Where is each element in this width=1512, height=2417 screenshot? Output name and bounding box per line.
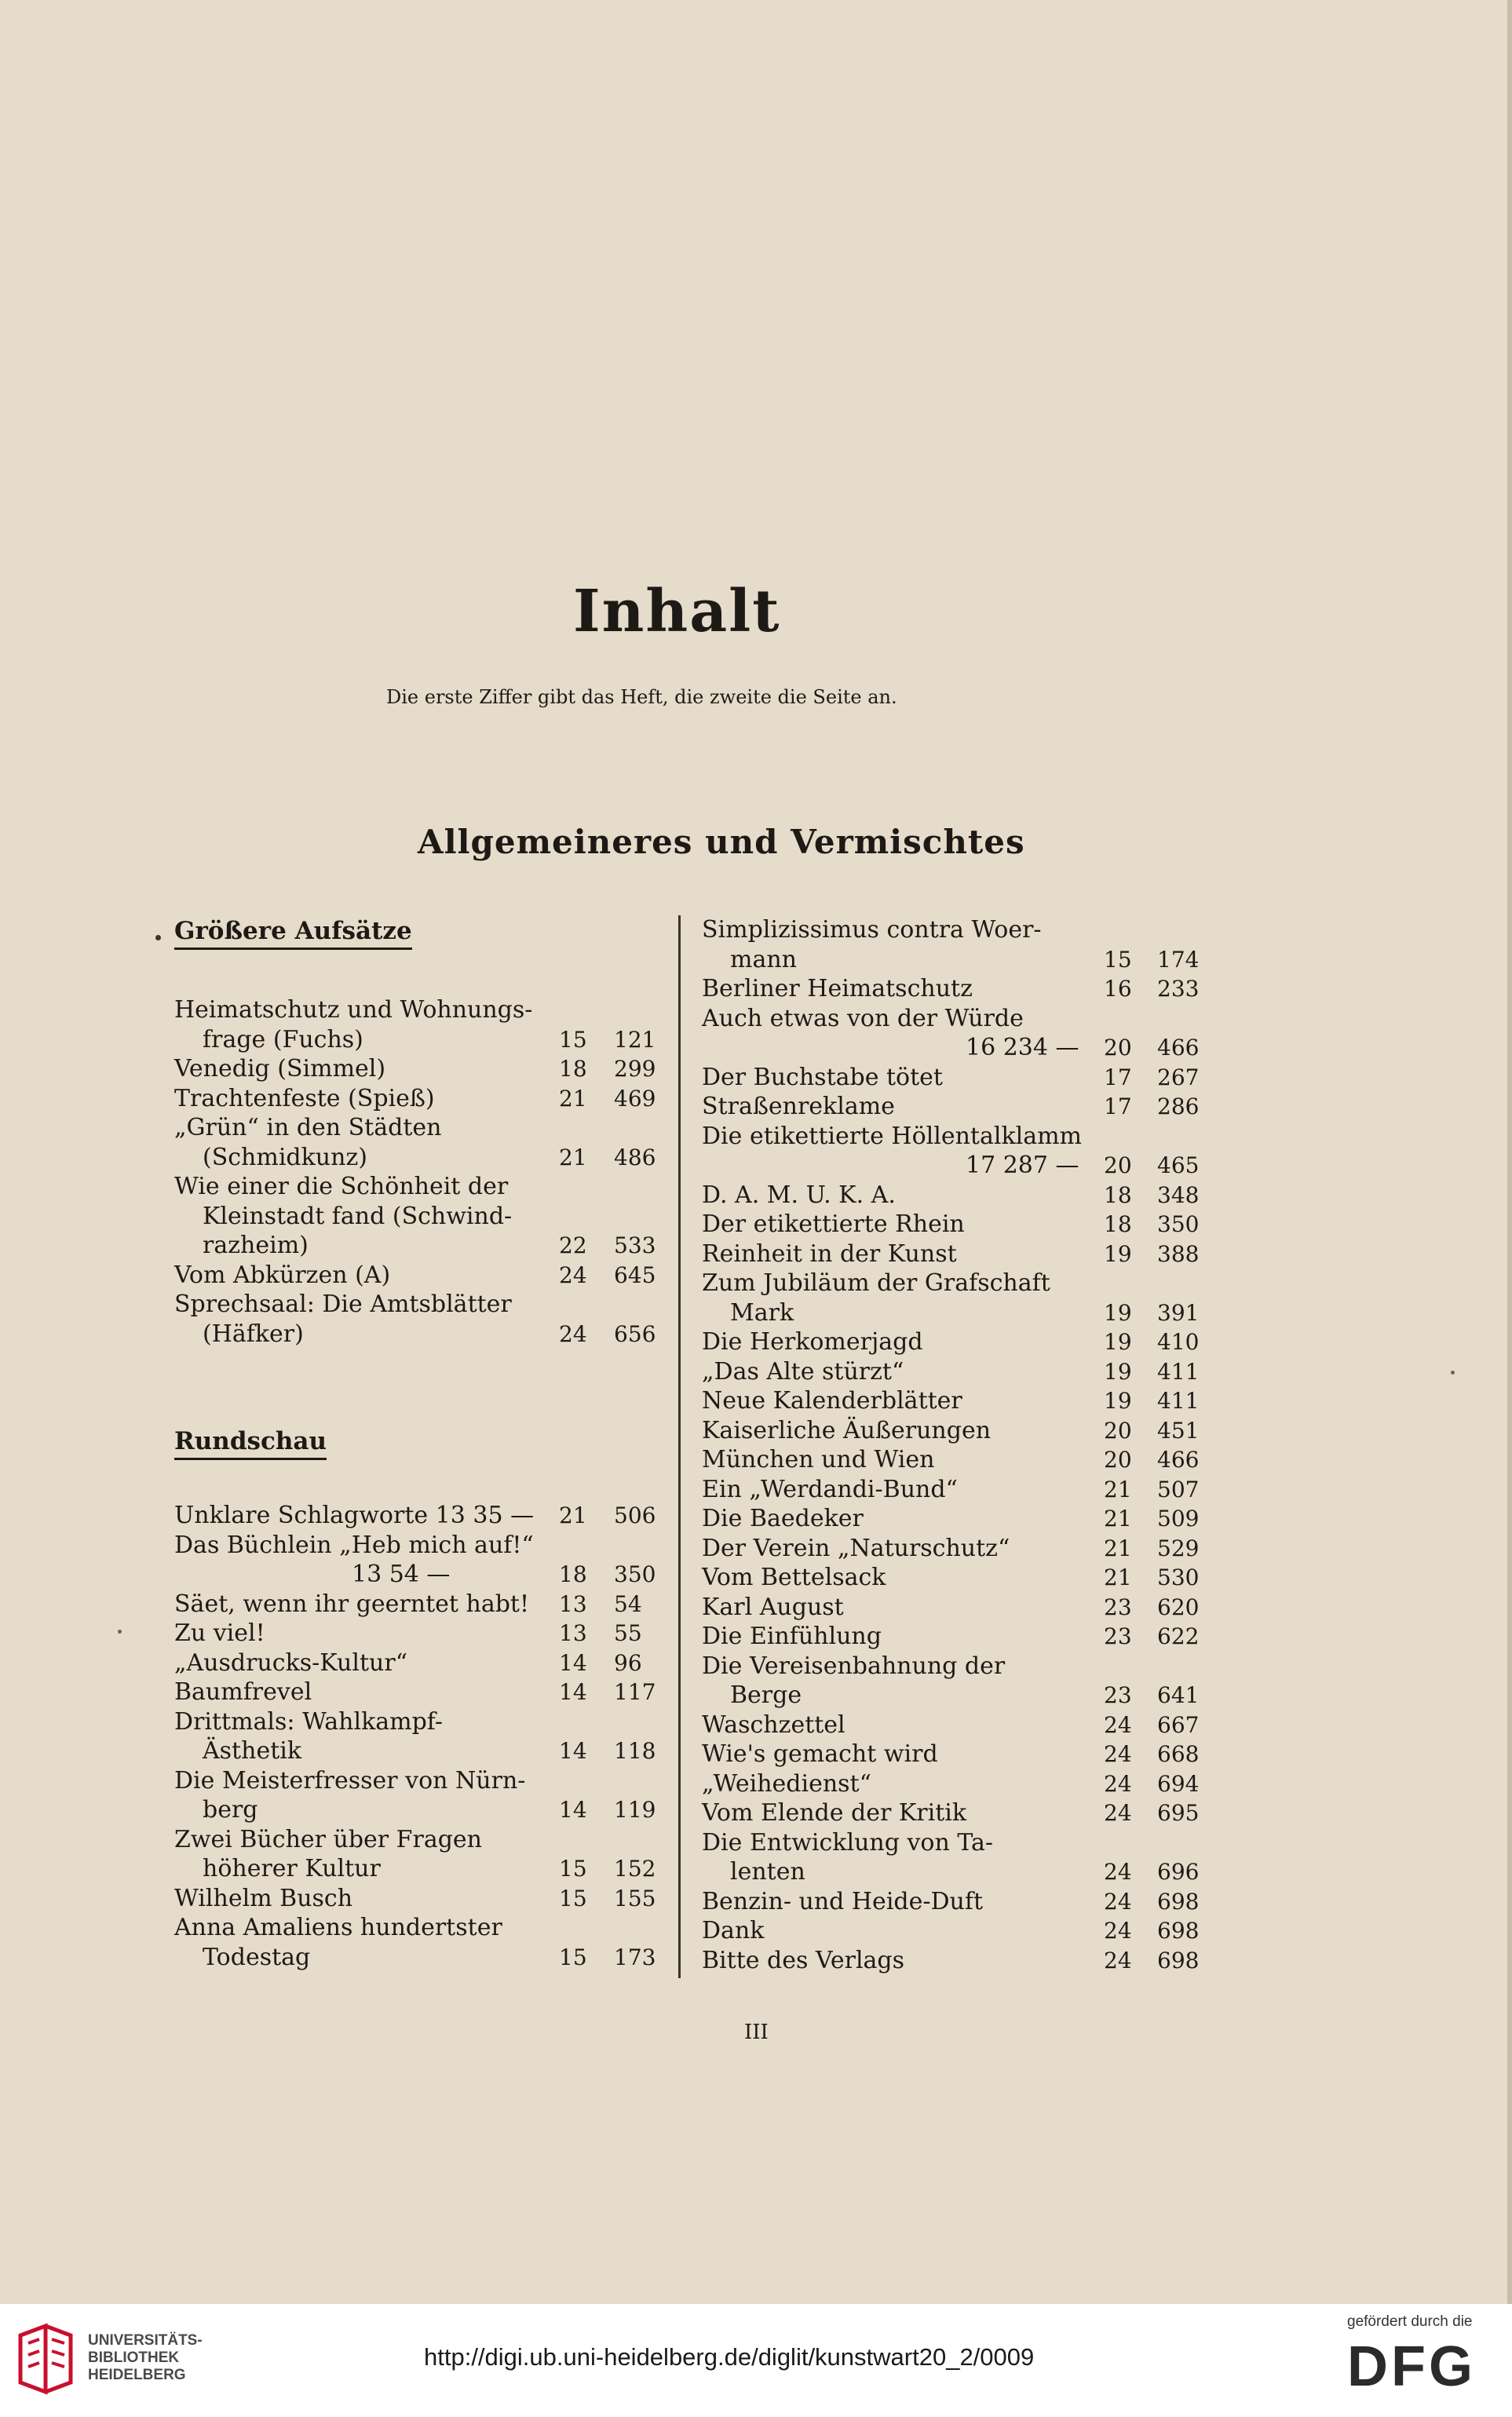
subtitle-note: Die erste Ziffer gibt das Heft, die zweite die Seite an.	[386, 686, 897, 708]
index-entry	[174, 1320, 669, 1349]
issue-number: 24	[1104, 1770, 1132, 1797]
issue-number: 15	[1104, 946, 1132, 973]
issue-number: 14	[559, 1738, 587, 1764]
entry-title: Benzin- und Heide-Duft	[702, 1887, 984, 1915]
page-ref: 469	[614, 1085, 656, 1112]
index-entry	[702, 1652, 1220, 1681]
issue-number: 20	[1104, 1152, 1132, 1178]
index-entry	[174, 1143, 669, 1173]
entry-title: frage (Fuchs)	[203, 1025, 363, 1053]
entry-title: Der Verein „Naturschutz“	[702, 1534, 1010, 1562]
entry-title: Die Baedeker	[702, 1505, 864, 1532]
index-entry	[702, 1946, 1220, 1976]
index-entry	[702, 974, 1220, 1004]
issue-number: 21	[559, 1085, 587, 1112]
issue-number: 19	[1104, 1329, 1132, 1355]
index-entry	[702, 1386, 1220, 1416]
issue-number: 17	[1104, 1064, 1132, 1090]
issue-number: 18	[1104, 1211, 1132, 1237]
entry-title: Berge	[730, 1681, 802, 1709]
page-title: Inhalt	[573, 578, 781, 645]
page-ref: 267	[1157, 1064, 1200, 1090]
entry-title: Straßenreklame	[702, 1093, 895, 1120]
index-entry	[174, 1054, 669, 1084]
index-entry	[174, 1678, 669, 1707]
entry-title: (Häfker)	[203, 1320, 304, 1348]
entry-title: Karl August	[702, 1593, 844, 1621]
issue-number: 24	[559, 1320, 587, 1347]
issue-number: 21	[1104, 1535, 1132, 1561]
index-entry	[174, 1943, 669, 1973]
entry-title: Der Buchstabe tötet	[702, 1063, 943, 1091]
page-ref: 410	[1157, 1329, 1200, 1355]
index-entry	[174, 1084, 669, 1114]
page-ref: 54	[614, 1590, 642, 1617]
issue-number: 13	[559, 1620, 587, 1646]
page-ref: 486	[614, 1144, 656, 1170]
page-ref: 174	[1157, 946, 1200, 973]
entry-title: München und Wien	[702, 1446, 935, 1473]
issue-number: 24	[559, 1261, 587, 1288]
page-ref: 698	[1157, 1947, 1200, 1973]
page-ref: 233	[1157, 976, 1200, 1002]
page-ref: 620	[1157, 1594, 1200, 1620]
page-ref: 348	[1157, 1181, 1200, 1208]
entry-title: Vom Bettelsack	[702, 1564, 886, 1591]
issue-number: 23	[1104, 1682, 1132, 1708]
page-ref: 667	[1157, 1711, 1200, 1738]
index-entry	[174, 1590, 669, 1619]
entry-title: Zwei Bücher über Fragen	[174, 1825, 483, 1853]
issue-number: 22	[559, 1232, 587, 1258]
index-entry	[174, 1172, 669, 1202]
entry-title: „Grün“ in den Städten	[174, 1114, 442, 1141]
issue-number: 20	[1104, 1035, 1132, 1061]
issue-number: 19	[1104, 1358, 1132, 1385]
entry-title: Auch etwas von der Würde	[702, 1004, 1024, 1032]
page-ref: 350	[614, 1561, 656, 1587]
index-entry	[702, 1504, 1220, 1534]
index-entry	[702, 1887, 1220, 1917]
library-name: UNIVERSITÄTS- BIBLIOTHEK HEIDELBERG	[88, 2332, 203, 2383]
page-ref: 698	[1157, 1918, 1200, 1944]
page-ref: 641	[1157, 1682, 1200, 1708]
page-ref: 121	[614, 1026, 656, 1053]
index-entry	[174, 1560, 669, 1590]
page-ref: 391	[1157, 1299, 1200, 1326]
issue-number: 21	[559, 1144, 587, 1170]
index-entry	[702, 1740, 1220, 1769]
page-ref: 645	[614, 1261, 656, 1288]
index-entry	[702, 1033, 1220, 1063]
index-entry	[702, 1857, 1220, 1887]
page-ref: 530	[1157, 1564, 1200, 1590]
index-entry	[702, 1063, 1220, 1093]
entry-title: Todestag	[203, 1943, 311, 1971]
index-entry	[174, 995, 669, 1025]
index-entry	[174, 1854, 669, 1884]
entry-title: berg	[203, 1796, 258, 1824]
entry-title: razheim)	[203, 1232, 309, 1259]
entry-title: 13 54 —	[352, 1561, 451, 1588]
issue-number: 19	[1104, 1240, 1132, 1267]
issue-number: 16	[1104, 976, 1132, 1002]
page-ref: 152	[614, 1856, 656, 1882]
page-ref: 119	[614, 1797, 656, 1823]
index-entry	[702, 1004, 1220, 1034]
entry-title: Vom Abkürzen (A)	[174, 1261, 391, 1289]
index-entry	[702, 1681, 1220, 1711]
issue-number: 15	[559, 1856, 587, 1882]
entry-title: Ein „Werdandi-Bund“	[702, 1475, 958, 1503]
entry-title: Die Vereisenbahnung der	[702, 1652, 1006, 1680]
entry-title: Sprechsaal: Die Amtsblätter	[174, 1291, 512, 1318]
index-entry	[702, 1622, 1220, 1652]
index-entry	[174, 1113, 669, 1143]
index-entry	[702, 1416, 1220, 1446]
issue-number: 24	[1104, 1859, 1132, 1885]
issue-number: 15	[559, 1944, 587, 1970]
page-ref: 668	[1157, 1741, 1200, 1767]
page-ref: 96	[614, 1649, 642, 1676]
page-ref: 388	[1157, 1240, 1200, 1267]
page-ref: 411	[1157, 1388, 1200, 1414]
source-url[interactable]: http://digi.ub.uni-heidelberg.de/diglit/kunstwart20_2/0009	[424, 2343, 1035, 2371]
index-entry	[702, 1092, 1220, 1122]
entry-title: Wie einer die Schönheit der	[174, 1173, 509, 1200]
page-ref: 656	[614, 1320, 656, 1347]
issue-number: 18	[559, 1561, 587, 1587]
section-title: Allgemeineres und Vermischtes	[418, 823, 1025, 861]
index-entry	[702, 1327, 1220, 1357]
index-entry	[702, 1298, 1220, 1328]
entry-title: Trachtenfeste (Spieß)	[174, 1084, 435, 1112]
entry-title: Mark	[730, 1298, 794, 1327]
entry-title: Zum Jubiläum der Grafschaft	[702, 1269, 1050, 1297]
issue-number: 21	[559, 1502, 587, 1528]
page-ref: 506	[614, 1502, 656, 1528]
page-ref: 694	[1157, 1770, 1200, 1797]
index-entry	[702, 1181, 1220, 1210]
issue-number: 15	[559, 1885, 587, 1911]
entry-title: Simplizissimus contra Woer-	[702, 916, 1042, 944]
issue-number: 14	[559, 1679, 587, 1705]
index-entry	[174, 1707, 669, 1737]
page-ref: 465	[1157, 1152, 1200, 1178]
entry-title: Der etikettierte Rhein	[702, 1210, 965, 1238]
entry-title: Die etikettierte Höllentalklamm	[702, 1122, 1082, 1150]
page-ref: 451	[1157, 1417, 1200, 1444]
entry-title: Reinheit in der Kunst	[702, 1240, 957, 1268]
group-title-groessere-aufsaetze: Größere Aufsätze	[174, 917, 412, 950]
entry-title: Kaiserliche Äußerungen	[702, 1416, 992, 1444]
index-entry	[702, 1122, 1220, 1152]
index-entry	[174, 1884, 669, 1914]
index-entry	[174, 1501, 669, 1531]
page-ref: 695	[1157, 1800, 1200, 1826]
index-entry	[702, 1711, 1220, 1740]
index-entry	[702, 1798, 1220, 1828]
dfg-logo: DFG	[1347, 2335, 1476, 2398]
issue-number: 21	[1104, 1476, 1132, 1502]
index-entry	[702, 1151, 1220, 1181]
entry-title: „Das Alte stürzt“	[702, 1357, 904, 1386]
entry-title: Wie's gemacht wird	[702, 1740, 938, 1768]
issue-number: 24	[1104, 1947, 1132, 1973]
index-entry	[702, 1828, 1220, 1858]
page-ref: 533	[614, 1232, 656, 1258]
index-entry	[702, 1210, 1220, 1240]
index-entry	[702, 1269, 1220, 1298]
entry-title: Waschzettel	[702, 1711, 845, 1739]
entry-title: lenten	[730, 1858, 805, 1886]
bullet-mark	[155, 935, 161, 940]
issue-number: 23	[1104, 1594, 1132, 1620]
issue-number: 13	[559, 1590, 587, 1617]
index-entry	[702, 1445, 1220, 1475]
entry-title: höherer Kultur	[203, 1855, 381, 1882]
entry-title: Vom Elende der Kritik	[702, 1799, 967, 1827]
index-entry	[702, 1475, 1220, 1505]
entry-title: Dank	[702, 1917, 765, 1944]
index-entry	[174, 1795, 669, 1825]
issue-number: 18	[559, 1056, 587, 1082]
page-ref: 118	[614, 1738, 656, 1764]
page-ref: 155	[614, 1885, 656, 1911]
page-ref: 299	[614, 1056, 656, 1082]
index-entry	[174, 1290, 669, 1320]
entry-title: Die Einfühlung	[702, 1623, 882, 1650]
issue-number: 21	[1104, 1506, 1132, 1532]
issue-number: 20	[1104, 1417, 1132, 1444]
margin-speck	[1451, 1371, 1455, 1375]
entry-title: Unklare Schlagworte 13 35 —	[174, 1502, 535, 1529]
index-entry	[174, 1736, 669, 1766]
index-entry	[174, 1766, 669, 1796]
issue-number: 14	[559, 1649, 587, 1676]
issue-number: 19	[1104, 1299, 1132, 1326]
entry-title: Ästhetik	[203, 1737, 302, 1765]
margin-speck	[118, 1630, 122, 1634]
index-entry	[702, 1240, 1220, 1269]
page-ref: 286	[1157, 1093, 1200, 1119]
entry-title: Die Meisterfresser von Nürn-	[174, 1766, 526, 1794]
entry-title: mann	[730, 945, 797, 973]
page-ref: 466	[1157, 1035, 1200, 1061]
entry-title: Berliner Heimatschutz	[702, 975, 973, 1002]
page-ref: 466	[1157, 1447, 1200, 1473]
entry-title: D. A. M. U. K. A.	[702, 1181, 896, 1209]
column-divider	[678, 915, 681, 1978]
index-entry	[174, 1648, 669, 1678]
page-ref: 529	[1157, 1535, 1200, 1561]
page-edge	[1507, 0, 1512, 2304]
issue-number: 24	[1104, 1888, 1132, 1915]
index-entry	[174, 1531, 669, 1561]
index-entry	[702, 1916, 1220, 1946]
issue-number: 21	[1104, 1564, 1132, 1590]
entry-title: Säet, wenn ihr geerntet habt!	[174, 1590, 530, 1618]
page-ref: 622	[1157, 1623, 1200, 1649]
issue-number: 19	[1104, 1388, 1132, 1414]
index-entry	[702, 1563, 1220, 1593]
index-entry	[702, 945, 1220, 975]
page-ref: 117	[614, 1679, 656, 1705]
index-entry	[702, 1593, 1220, 1623]
entry-title: Kleinstadt fand (Schwind-	[203, 1202, 513, 1230]
issue-number: 20	[1104, 1447, 1132, 1473]
page-ref: 698	[1157, 1888, 1200, 1915]
issue-number: 24	[1104, 1800, 1132, 1826]
page-ref: 411	[1157, 1358, 1200, 1385]
index-entry	[702, 1769, 1220, 1799]
index-entry	[174, 1025, 669, 1055]
issue-number: 24	[1104, 1711, 1132, 1738]
entry-title: Heimatschutz und Wohnungs-	[174, 996, 533, 1024]
issue-number: 23	[1104, 1623, 1132, 1649]
index-entry	[702, 915, 1220, 945]
page-ref: 350	[1157, 1211, 1200, 1237]
entry-title: Bitte des Verlags	[702, 1946, 905, 1974]
index-entry	[174, 1202, 669, 1232]
page-ref: 509	[1157, 1506, 1200, 1532]
issue-number: 14	[559, 1797, 587, 1823]
index-entry	[174, 1913, 669, 1943]
entry-title: 17 287 —	[966, 1152, 1079, 1179]
footer-bar	[0, 2304, 1512, 2417]
entry-title: Die Herkomerjagd	[702, 1328, 923, 1356]
page-number: III	[744, 2021, 769, 2044]
entry-title: Venedig (Simmel)	[174, 1055, 386, 1083]
page-ref: 173	[614, 1944, 656, 1970]
entry-title: Zu viel!	[174, 1619, 265, 1647]
issue-number: 17	[1104, 1093, 1132, 1119]
entry-title: Das Büchlein „Heb mich auf!“	[174, 1531, 534, 1559]
entry-title: Neue Kalenderblätter	[702, 1387, 962, 1415]
entry-title: Wilhelm Busch	[174, 1884, 353, 1912]
entry-title: 16 234 —	[966, 1034, 1079, 1061]
entry-title: Drittmals: Wahlkampf-	[174, 1707, 443, 1736]
entry-title: Die Entwicklung von Ta-	[702, 1828, 994, 1857]
group-title-rundschau: Rundschau	[174, 1427, 327, 1460]
index-entry	[174, 1825, 669, 1855]
index-entry	[174, 1261, 669, 1291]
page-ref: 507	[1157, 1476, 1200, 1502]
issue-number: 18	[1104, 1181, 1132, 1208]
issue-number: 15	[559, 1026, 587, 1053]
funder-note: gefördert durch die	[1347, 2313, 1473, 2330]
index-entry	[702, 1534, 1220, 1564]
university-library-logo	[14, 2320, 85, 2398]
entry-title: „Weihedienst“	[702, 1769, 871, 1798]
page-ref: 55	[614, 1620, 642, 1646]
index-entry	[174, 1619, 669, 1648]
index-entry	[702, 1357, 1220, 1387]
entry-title: Baumfrevel	[174, 1678, 312, 1706]
issue-number: 24	[1104, 1741, 1132, 1767]
entry-title: Anna Amaliens hundertster	[174, 1914, 502, 1941]
page-ref: 696	[1157, 1859, 1200, 1885]
entry-title: (Schmidkunz)	[203, 1143, 367, 1171]
entry-title: „Ausdrucks-Kultur“	[174, 1648, 408, 1677]
index-entry	[174, 1231, 669, 1261]
issue-number: 24	[1104, 1918, 1132, 1944]
